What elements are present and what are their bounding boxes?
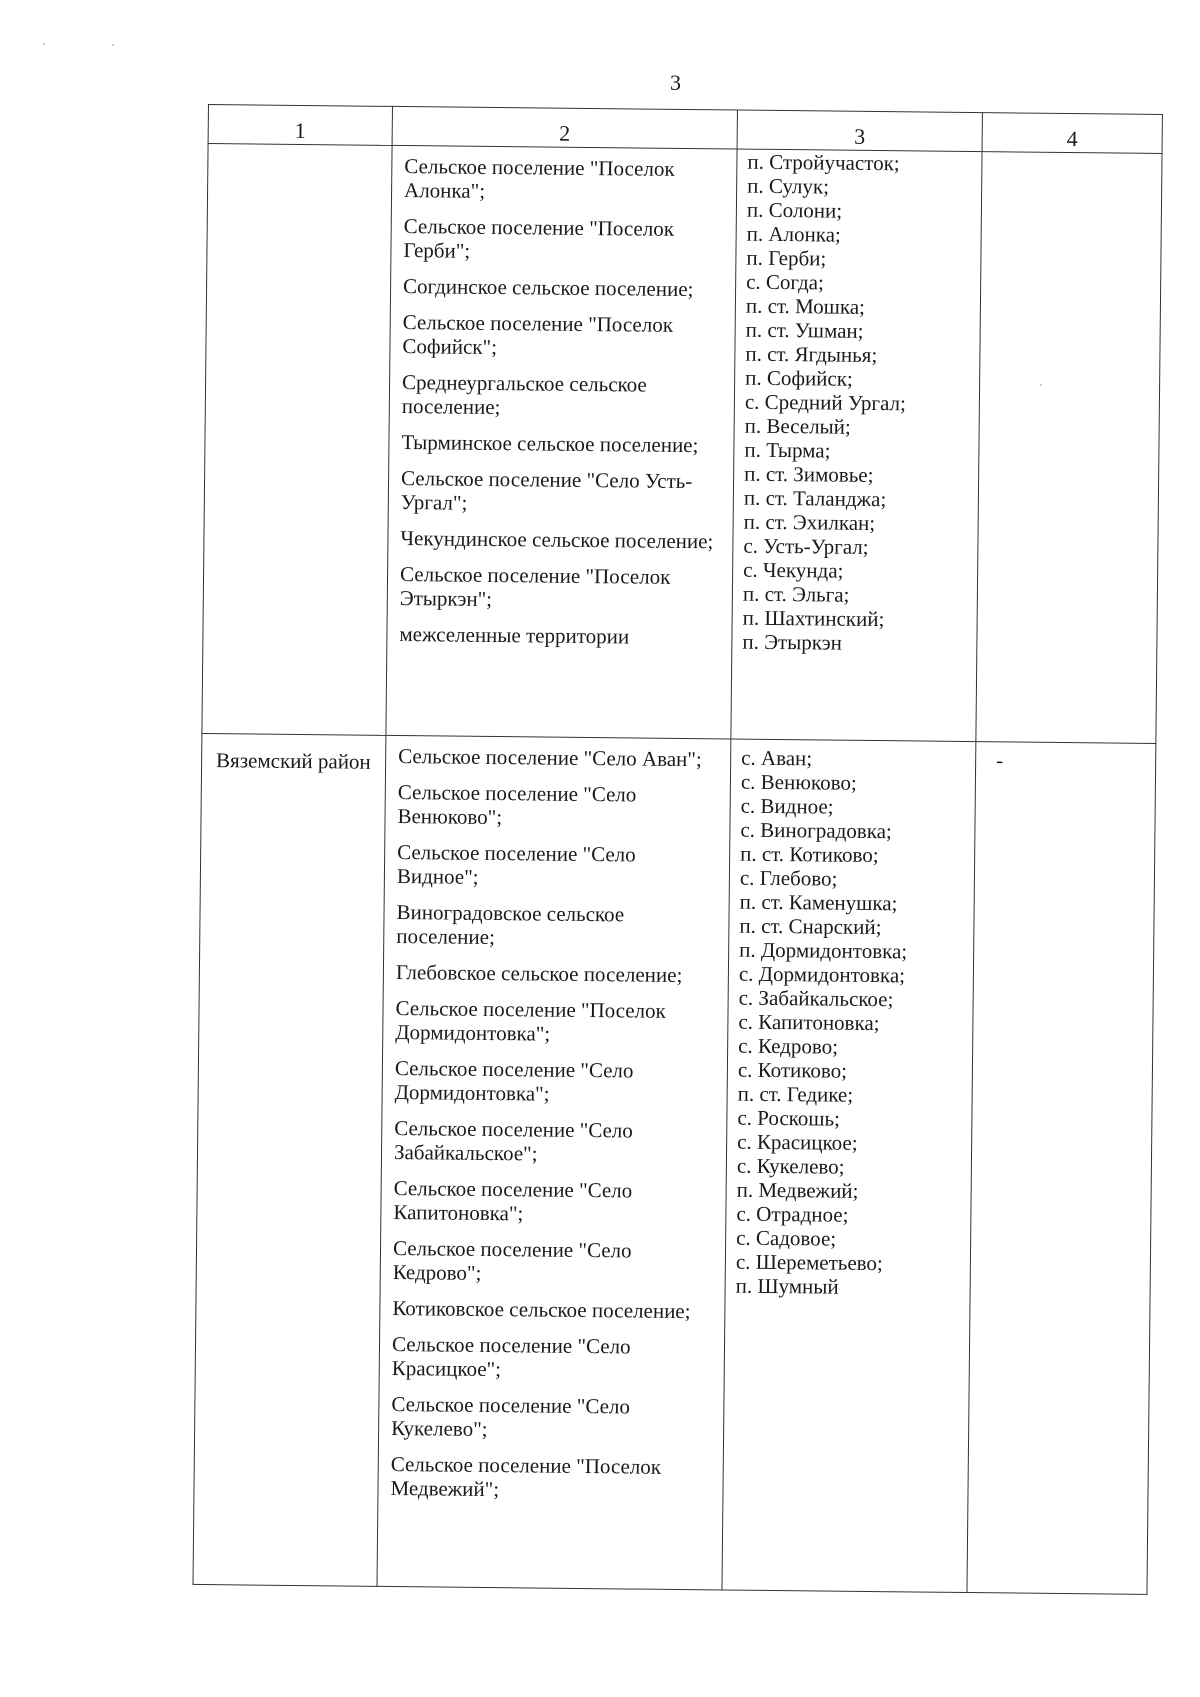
table-row: [202, 144, 1162, 744]
locality-item: п. ст. Ягдынья;: [745, 341, 878, 368]
settlement-item: Сельское поселение "Село Капитоновка";: [393, 1176, 633, 1226]
settlements-cell: [377, 735, 731, 1590]
settlement-item: Сельское поселение "Поселок Герби";: [403, 214, 675, 263]
locality-item: п. ст. Зимовье;: [744, 461, 874, 487]
locality-item: п. ст. Гедике;: [737, 1081, 854, 1107]
settlement-item: Виноградовское сельское поселение;: [396, 900, 625, 950]
scan-speck: [112, 44, 114, 46]
locality-item: п. ст. Эльга;: [742, 581, 850, 607]
settlement-item: Сельское поселение "Село Дормидонтовка";: [394, 1056, 634, 1106]
locality-item: п. Стройучасток;: [747, 149, 900, 176]
settlement-item: Сельское поселение "Село Венюково";: [397, 780, 637, 830]
locality-item: п. Солони;: [746, 197, 843, 223]
locality-item: п. Алонка;: [746, 221, 841, 247]
locality-item: п. Дормидонтовка;: [739, 937, 908, 964]
locality-item: п. Этыркэн: [742, 629, 843, 655]
locality-item: п. Шахтинский;: [742, 605, 885, 632]
locality-item: с. Красицкое;: [737, 1129, 858, 1155]
scan-speck: [43, 43, 45, 45]
settlement-item: Сельское поселение "Поселок Медвежий";: [390, 1451, 662, 1502]
locality-item: п. Герби;: [746, 245, 827, 271]
settlement-item: Сельское поселение "Село Кедрово";: [392, 1236, 632, 1285]
settlement-item: Сельское поселение "Село Аван";: [398, 744, 702, 772]
settlement-item: Сельское поселение "Поселок Дормидонтовка";: [395, 996, 666, 1046]
localities-cell: [731, 149, 982, 742]
table-row: [193, 733, 1156, 1594]
header-col-2: 2: [392, 106, 737, 149]
settlement-item: Сельское поселение "Село Забайкальское";: [393, 1116, 633, 1166]
locality-item: п. Шумный: [735, 1273, 839, 1299]
district-cell: Вяземский район: [193, 733, 386, 1586]
locality-item: с. Средний Ургал;: [744, 389, 907, 416]
locality-item: п. ст. Котиково;: [740, 841, 879, 868]
locality-item: п. ст. Каменушка;: [739, 889, 898, 916]
locality-item: п. Тырма;: [744, 437, 831, 463]
locality-item: с. Кукелево;: [736, 1153, 845, 1179]
locality-item: с. Чекунда;: [743, 557, 844, 583]
locality-item: п. ст. Таланджа;: [743, 485, 887, 512]
locality-item: п. Софийск;: [745, 365, 853, 391]
locality-item: с. Аван;: [741, 745, 813, 771]
locality-item: п. Медвежий;: [736, 1177, 859, 1203]
header-col-1: 1: [208, 105, 392, 146]
locality-item: с. Отрадное;: [736, 1201, 849, 1227]
locality-item: с. Роскошь;: [737, 1105, 841, 1131]
settlement-item: Среднеургальское сельское поселение;: [401, 370, 647, 420]
locality-item: п. ст. Мошка;: [745, 293, 866, 319]
locality-item: с. Шереметьево;: [735, 1249, 883, 1276]
settlement-item: Тырминское сельское поселение;: [401, 430, 699, 458]
locality-item: с. Усть-Ургал;: [743, 533, 869, 559]
settlement-item: Сельское поселение "Поселок Этыркэн";: [399, 562, 671, 612]
settlement-item: Чекундинское сельское поселение;: [400, 526, 714, 554]
locality-item: с. Венюково;: [740, 769, 857, 795]
locality-item: п. ст. Снарский;: [739, 913, 882, 940]
locality-item: с. Котиково;: [737, 1057, 848, 1083]
page-number: 3: [670, 70, 681, 95]
settlements-cell: [386, 145, 737, 739]
locality-item: с. Садовое;: [736, 1225, 837, 1251]
settlement-item: межселенные территории: [399, 622, 630, 649]
locality-item: п. ст. Ушман;: [745, 317, 864, 343]
settlement-item: Сельское поселение "Поселок Алонка";: [403, 154, 675, 203]
settlement-item: Сельское поселение "Село Усть-Ургал";: [400, 466, 693, 515]
scan-speck: [1040, 384, 1042, 386]
locality-item: с. Забайкальское;: [738, 985, 894, 1012]
locality-item: с. Видное;: [740, 793, 834, 819]
locality-item: с. Глебово;: [739, 865, 838, 891]
localities-cell: [722, 739, 976, 1593]
district-cell: [202, 144, 392, 736]
settlement-item: Сельское поселение "Поселок Софийск";: [402, 310, 674, 360]
locality-item: с. Дормидонтовка;: [738, 961, 906, 988]
locality-item: п. Веселый;: [744, 413, 851, 439]
note-cell: -: [967, 742, 1156, 1595]
settlement-item: Согдинское сельское поселение;: [402, 274, 694, 302]
locality-item: с. Кедрово;: [738, 1033, 839, 1059]
locality-item: с. Согда;: [746, 269, 825, 295]
settlement-item: Сельское поселение "Село Видное";: [396, 840, 636, 889]
note-cell: [976, 152, 1162, 744]
header-col-4: 4: [982, 113, 1162, 154]
locality-item: п. Сулук;: [747, 173, 830, 199]
settlement-item: Котиковское сельское поселение;: [392, 1295, 691, 1324]
settlement-item: Сельское поселение "Село Кукелево";: [391, 1391, 631, 1441]
settlements-table: [192, 104, 1162, 1595]
settlement-item: Сельское поселение "Село Красицкое";: [391, 1331, 631, 1382]
locality-item: с. Капитоновка;: [738, 1009, 880, 1036]
locality-item: с. Виноградовка;: [740, 817, 892, 844]
header-col-3: 3: [737, 110, 982, 152]
locality-item: п. ст. Эхилкан;: [743, 509, 876, 536]
settlement-item: Глебовское сельское поселение;: [395, 960, 683, 988]
